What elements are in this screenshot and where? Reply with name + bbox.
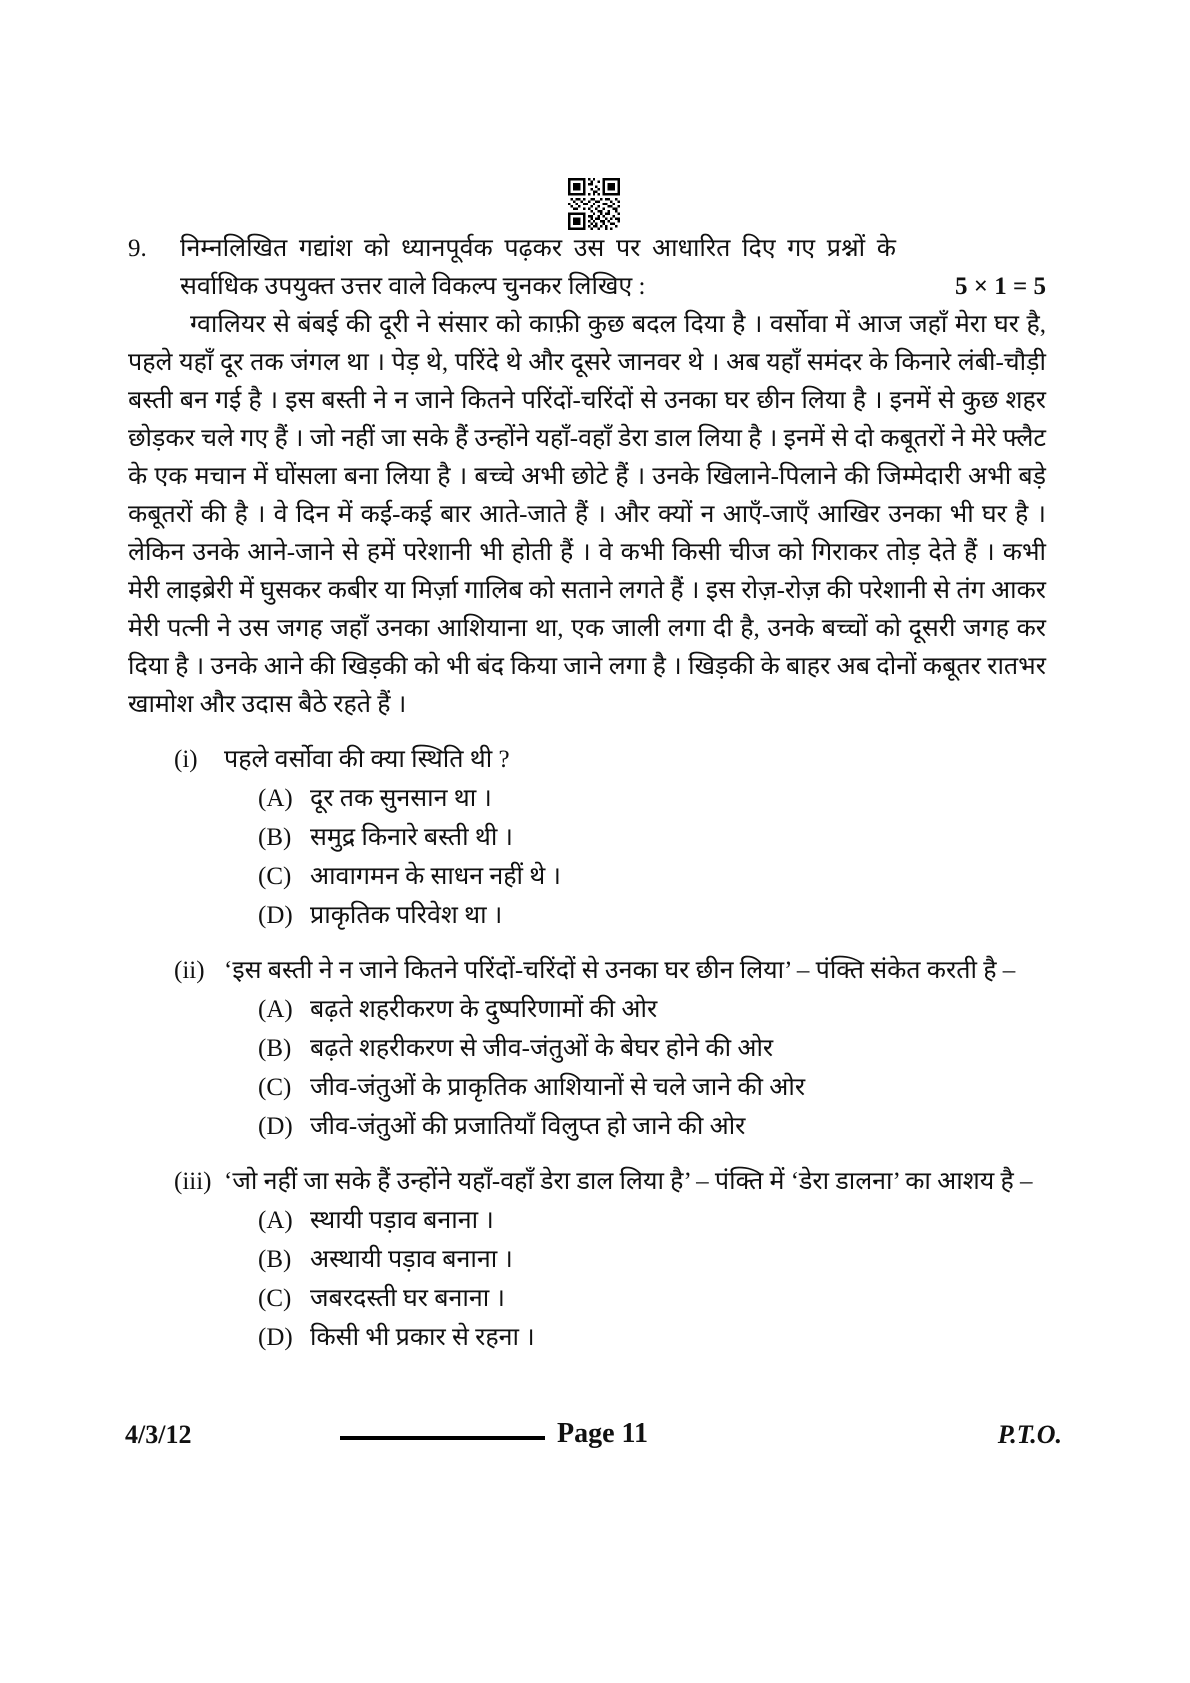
option-text: जीव-जंतुओं के प्राकृतिक आशियानों से चले जाने की ओर [310, 1074, 806, 1101]
option-row [128, 991, 1046, 1029]
sub-question-text: ‘इस बस्ती ने न जाने कितने परिंदों-चरिंदों से उनका घर छीन लिया’ – पंक्ति संकेत करती है – [224, 957, 1016, 984]
option-label: (C) [258, 1285, 292, 1312]
option-text: प्राकृतिक परिवेश था । [310, 902, 503, 929]
sub-question-label: (iii) [174, 1168, 212, 1195]
option-text: दूर तक सुनसान था । [310, 785, 492, 812]
option-text: आवागमन के साधन नहीं थे । [310, 863, 561, 890]
question-instruction: निम्नलिखित गद्यांश को ध्यानपूर्वक पढ़कर उस पर आधारित दिए गए प्रश्नों के सर्वाधिक उपयुक्त उत्तर वाले विकल्प चुनकर लिखिए : [180, 235, 896, 300]
sub-question-label: (ii) [174, 957, 205, 984]
option-text: समुद्र किनारे बस्ती थी । [310, 824, 514, 851]
option-row [128, 1069, 1046, 1107]
option-text: जीव-जंतुओं की प्रजातियाँ विलुप्त हो जाने की ओर [310, 1113, 746, 1140]
sub-question-label: (i) [174, 746, 198, 773]
option-text: जबरदस्ती घर बनाना । [310, 1285, 505, 1312]
option-text: अस्थायी पड़ाव बनाना । [310, 1246, 513, 1273]
qr-code [568, 178, 620, 230]
option-row [128, 1030, 1046, 1068]
option-label: (A) [258, 1207, 293, 1234]
option-row [128, 1202, 1046, 1240]
option-text: बढ़ते शहरीकरण के दुष्परिणामों की ओर [310, 996, 658, 1023]
sub-question-iii [128, 1163, 1046, 1201]
option-label: (C) [258, 1074, 292, 1101]
option-label: (D) [258, 1113, 293, 1140]
question-header [128, 230, 1046, 306]
pto-label: P.T.O. [997, 1420, 1062, 1449]
paper-code: 4/3/12 [125, 1420, 192, 1449]
sub-question-ii [128, 952, 1046, 990]
option-text: बढ़ते शहरीकरण से जीव-जंतुओं के बेघर होने की ओर [310, 1035, 774, 1062]
sub-question-text: पहले वर्सोवा की क्या स्थिति थी ? [224, 746, 510, 773]
option-row [128, 1241, 1046, 1279]
footer-divider [340, 1436, 545, 1440]
option-text: स्थायी पड़ाव बनाना । [310, 1207, 494, 1234]
option-label: (A) [258, 996, 293, 1023]
option-row [128, 780, 1046, 818]
option-label: (D) [258, 1324, 293, 1351]
marks-label: 5 × 1 = 5 [955, 273, 1046, 300]
page-number: Page 11 [557, 1418, 648, 1449]
option-row [128, 1319, 1046, 1357]
option-label: (B) [258, 1246, 292, 1273]
question-9-block [128, 230, 1046, 1357]
option-label: (D) [258, 902, 293, 929]
option-row [128, 897, 1046, 935]
option-label: (B) [258, 1035, 292, 1062]
sub-question-i [128, 741, 1046, 779]
option-label: (C) [258, 863, 292, 890]
question-number: 9. [128, 235, 147, 262]
option-text: किसी भी प्रकार से रहना । [310, 1324, 535, 1351]
option-row [128, 1280, 1046, 1318]
option-row [128, 819, 1046, 857]
passage-text: ग्वालियर से बंबई की दूरी ने संसार को काफ़ी कुछ बदल दिया है । वर्सोवा में आज जहाँ मेरा घर है, पहले यहाँ दूर तक जंगल था । पेड़ थे, परिंदे थे और दूसरे जानवर थे । अब यहाँ समंदर के किनारे लंबी-चौड़ी बस्ती बन गई है । इस बस्ती ने न जाने कितने परिंदों-चरिंदों से उनका घर छीन लिया है । इनमें से कुछ शहर छोड़कर चले गए हैं । जो नहीं जा सके हैं उन्होंने यहाँ-वहाँ डेरा डाल लिया है । इनमें से दो कबूतरों ने मेरे फ्लैट के एक मचान में घोंसला बना लिया है । बच्चे अभी छोटे हैं । उनके खिलाने-पिलाने की जिम्मेदारी अभी बड़े कबूतरों की है । वे दिन में कई-कई बार आते-जाते हैं । और क्यों न आएँ-जाएँ आखिर उनका भी घर है । लेकिन उनके आने-जाने से हमें परेशानी भी होती हैं । वे कभी किसी चीज को गिराकर तोड़ देते हैं । कभी मेरी लाइब्रेरी में घुसकर कबीर या मिर्ज़ा गालिब को सताने लगते हैं । इस रोज़-रोज़ की परेशानी से तंग आकर मेरी पत्नी ने उस जगह जहाँ उनका आशियाना था, एक जाली लगा दी है, उनके बच्चों को दूसरी जगह कर दिया है । उनके आने की खिड़की को भी बंद किया जाने लगा है । खिड़की के बाहर अब दोनों कबूतर रातभर खामोश और उदास बैठे रहते हैं । [128, 311, 1046, 718]
page-footer [0, 1418, 1190, 1460]
option-row [128, 858, 1046, 896]
sub-question-text: ‘जो नहीं जा सके हैं उन्होंने यहाँ-वहाँ डेरा डाल लिया है’ – पंक्ति में ‘डेरा डालना’ का आशय है – [224, 1168, 1033, 1195]
option-label: (A) [258, 785, 293, 812]
option-row [128, 1108, 1046, 1146]
option-label: (B) [258, 824, 292, 851]
